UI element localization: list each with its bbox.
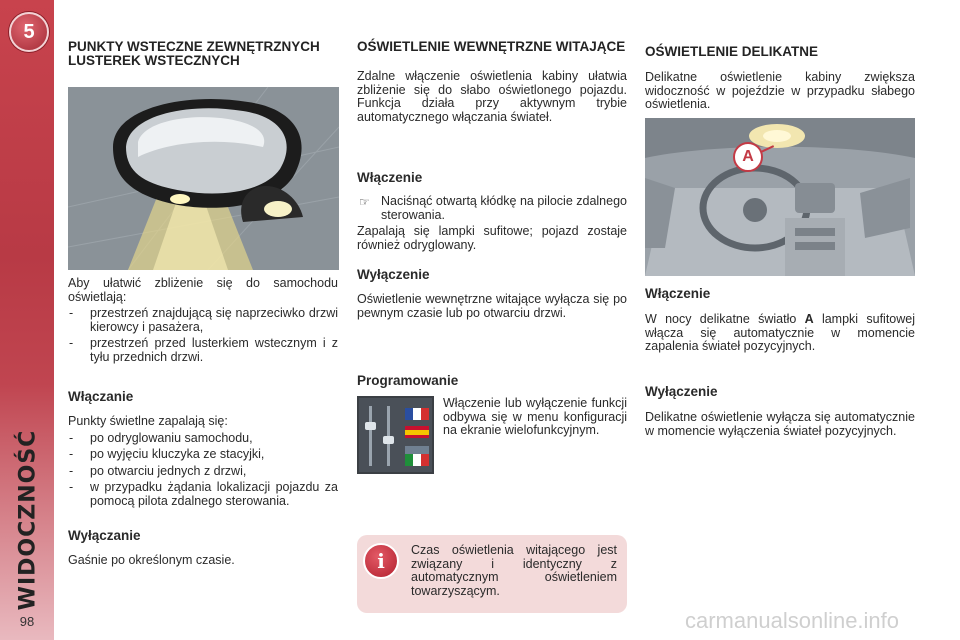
info-note-box: [357, 535, 627, 613]
soft-lighting-intro: Delikatne oświetlenie kabiny zwiększa widoczność w pojeździe w przypadku słabego oświetlenia.: [645, 70, 915, 111]
soft-on-text-pre: W nocy delikatne światło: [645, 312, 805, 326]
mirror-off-text: Gaśnie po określonym czasie.: [68, 553, 235, 567]
list-item: - przestrzeń przed lusterkiem wstecznym i z tyłu przednich drzwi.: [68, 337, 338, 364]
soft-on-text: [645, 313, 915, 354]
welcome-on-text: Zapalają się lampki sufitowe; pojazd zostaje również odryglowany.: [357, 224, 627, 252]
info-icon: i: [363, 543, 399, 579]
column-soft-lighting: [645, 40, 915, 112]
watermark: carmanualsonline.info: [685, 608, 900, 633]
list-item: - przestrzeń znajdującą się naprzeciwko drzwi kierowcy i pasażera,: [68, 307, 338, 334]
page-number: 98: [19, 614, 35, 629]
column-welcome-lighting: [357, 40, 627, 124]
heading-welcome-lighting: OŚWIETLENIE WEWNĘTRZNE WITAJĄCE: [357, 39, 626, 54]
heading-soft-lighting: OŚWIETLENIE DELIKATNE: [645, 44, 819, 59]
heading-mirror-off: Wyłączanie: [68, 528, 141, 543]
heading-mirror-on: Włączanie: [68, 389, 134, 404]
config-icon-svg: [357, 396, 434, 474]
list-item: - po odryglowaniu samochodu,: [68, 432, 338, 446]
heading-welcome-on: Włączenie: [357, 170, 423, 185]
mirror-light-illustration: [68, 87, 339, 270]
welcome-off-text: Oświetlenie wewnętrzne witające wyłącza się po pewnym czasie lub po otwarciu drzwi.: [357, 292, 627, 320]
mirror-illustration-svg: [68, 87, 339, 270]
pointing-hand-icon: ☞: [359, 195, 370, 209]
soft-off-text: Delikatne oświetlenie wyłącza się automatycznie w momencie wyłączenia świateł pozycyjnych.: [645, 410, 915, 438]
heading-welcome-off: Wyłączenie: [357, 267, 430, 282]
list-item: - w przypadku żądania lokalizacji pojazdu za pomocą pilota zdalnego sterowania.: [68, 481, 338, 508]
heading-soft-on: Włączenie: [645, 286, 711, 301]
chapter-number-badge: 5: [9, 12, 49, 52]
heading-mirror-lights: PUNKTY WSTECZNE ZEWNĘTRZNYCH LUSTEREK WSTECZNYCH: [68, 39, 320, 68]
heading-programming: Programowanie: [357, 373, 459, 388]
soft-on-text-bold: A: [804, 312, 814, 326]
mirror-on-text: Punkty świetlne zapalają się:: [68, 414, 228, 428]
mirror-lights-intro: Aby ułatwić zbliżenie się do samochodu oświetlają:: [68, 276, 338, 304]
soft-on-text-post: lampki sufitowej włącza się automatycznie w momencie zapalenia świateł pozycyjnych.: [645, 312, 915, 353]
section-title-vertical: WIDOCZNOŚĆ: [15, 429, 41, 611]
config-menu-illustration: [357, 396, 434, 474]
cabin-illustration-svg: [645, 118, 915, 276]
heading-soft-off: Wyłączenie: [645, 384, 718, 399]
list-item: - po wyjęciu kluczyka ze stacyjki,: [68, 448, 338, 462]
welcome-on-step: Naciśnąć otwartą kłódkę na pilocie zdalnego sterowania.: [381, 194, 627, 222]
callout-a-label: A: [733, 142, 763, 172]
cabin-illustration: [645, 118, 915, 276]
list-item: - po otwarciu jednych z drzwi,: [68, 465, 338, 479]
column-mirror-lights: [68, 40, 338, 68]
programming-text: Włączenie lub wyłączenie funkcji odbywa się w menu konfiguracji na ekranie wielofunkcyjnym.: [443, 396, 627, 437]
info-note-text: Czas oświetlenia witającego jest związany i identyczny z automatycznym oświetleniem towarzyszącym.: [411, 543, 617, 598]
welcome-intro: Zdalne włączenie oświetlenia kabiny ułatwia zbliżenie się do słabo oświetlonego pojazdu. Funkcja działa przy aktywnym trybie automatycznego włączania świateł.: [357, 69, 627, 124]
